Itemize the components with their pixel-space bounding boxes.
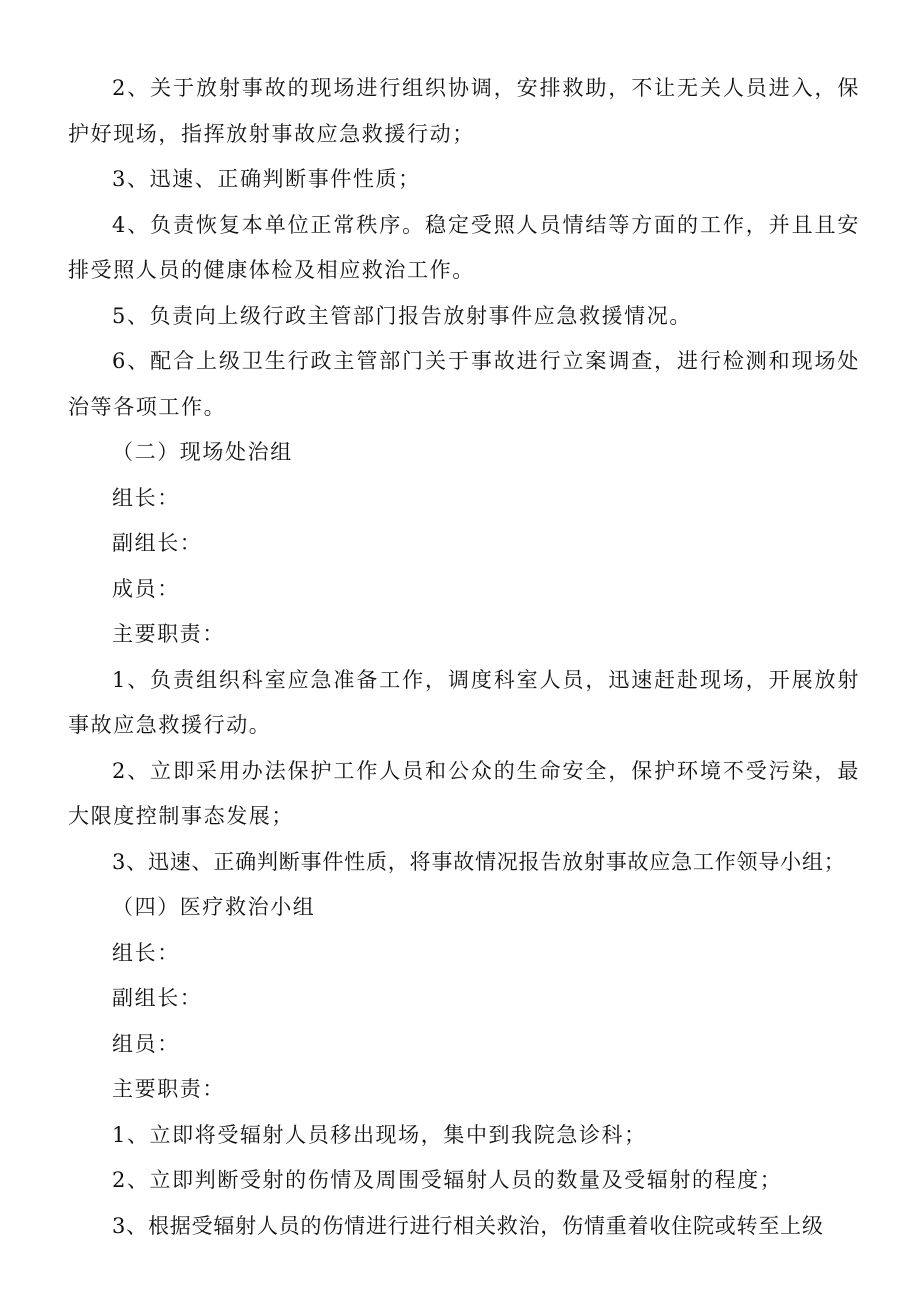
paragraph: 2、关于放射事故的现场进行组织协调，安排救助，不让无关人员进入，保护好现场，指挥放射事故应急救援行动； — [68, 76, 860, 146]
paragraph: 5、负责向上级行政主管部门报告放射事件应急救援情况。 — [112, 303, 692, 328]
paragraph: 2、立即采用办法保护工作人员和公众的生命安全，保护环境不受污染，最大限度控制事态发展； — [68, 758, 860, 828]
paragraph: 2、立即判断受射的伤情及周围受辐射人员的数量及受辐射的程度； — [112, 1168, 783, 1192]
field-label: 组长： — [112, 485, 180, 510]
field-label: 副组长： — [112, 986, 203, 1010]
paragraph: 6、配合上级卫生行政主管部门关于事故进行立案调查，进行检测和现场处治等各项工作。 — [68, 349, 860, 419]
section-heading: （四）医疗救治小组 — [112, 895, 316, 919]
field-label: 副组长： — [112, 531, 203, 555]
field-label: 组长： — [112, 940, 180, 965]
section-heading: （二）现场处治组 — [112, 440, 293, 464]
paragraph: 3、迅速、正确判断事件性质； — [112, 167, 421, 191]
paragraph: 4、负责恢复本单位正常秩序。稳定受照人员情结等方面的工作，并且且安排受照人员的健康体检及相应救治工作。 — [68, 212, 860, 282]
field-label: 成员： — [112, 576, 180, 601]
paragraph: 1、立即将受辐射人员移出现场，集中到我院急诊科； — [112, 1122, 647, 1147]
field-label: 组员： — [112, 1031, 180, 1056]
paragraph: 3、根据受辐射人员的伤情进行进行相关救治，伤情重着收住院或转至上级 — [112, 1213, 824, 1238]
paragraph: 3、迅速、正确判断事件性质，将事故情况报告放射事故应急工作领导小组； — [112, 849, 846, 874]
field-label: 主要职责： — [112, 622, 225, 646]
field-label: 主要职责： — [112, 1077, 225, 1101]
paragraph: 1、负责组织科室应急准备工作，调度科室人员，迅速赶赴现场，开展放射事故应急救援行动。 — [68, 667, 860, 737]
document-body — [68, 66, 860, 1249]
